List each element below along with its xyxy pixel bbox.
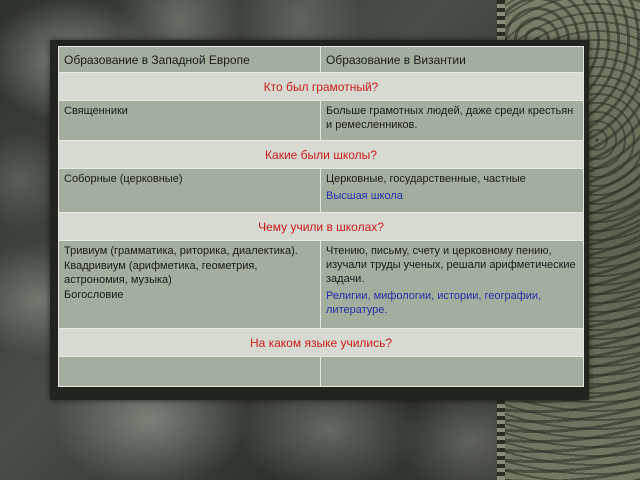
cell-text: Церковные, государственные, частные [326, 173, 526, 185]
cell-west-subjects [59, 241, 321, 329]
question-row [59, 329, 584, 357]
cell-text: Священники [64, 105, 128, 117]
cell-byzantium-literacy [321, 101, 584, 141]
cell-text: Квадривиум (арифметика, геометрия, астрономия, музыка) [64, 260, 258, 286]
cell-west-language [59, 357, 321, 387]
question-row [59, 141, 584, 169]
cell-text: Богословие [64, 289, 124, 301]
cell-byzantium-subjects [321, 241, 584, 329]
cell-west-literacy [59, 101, 321, 141]
table-row [59, 241, 584, 329]
comparison-table [58, 46, 584, 387]
question-schools: Какие были школы? [59, 141, 584, 169]
question-row [59, 73, 584, 101]
header-row [59, 47, 584, 73]
cell-highlight-text: Высшая школа [326, 190, 403, 202]
cell-highlight-text: Религии, мифологии, истории, географии, литературе. [326, 290, 542, 316]
question-subjects: Чему учили в школах? [59, 213, 584, 241]
cell-text: Больше грамотных людей, даже среди крестьян и ремесленников. [326, 105, 574, 131]
cell-text: Тривиум (грамматика, риторика, диалектика). [64, 245, 298, 257]
table-row [59, 169, 584, 213]
question-row [59, 213, 584, 241]
question-literacy: Кто был грамотный? [59, 73, 584, 101]
cell-byzantium-schools [321, 169, 584, 213]
header-byzantium: Образование в Византии [321, 47, 584, 73]
table-row [59, 357, 584, 387]
cell-byzantium-language [321, 357, 584, 387]
cell-west-schools [59, 169, 321, 213]
table-row [59, 101, 584, 141]
cell-text: Чтению, письму, счету и церковному пению, изучали труды ученых, решали арифметические задачи. [326, 245, 576, 285]
header-west: Образование в Западной Европе [59, 47, 321, 73]
cell-text: Соборные (церковные) [64, 173, 183, 185]
question-language: На каком языке учились? [59, 329, 584, 357]
